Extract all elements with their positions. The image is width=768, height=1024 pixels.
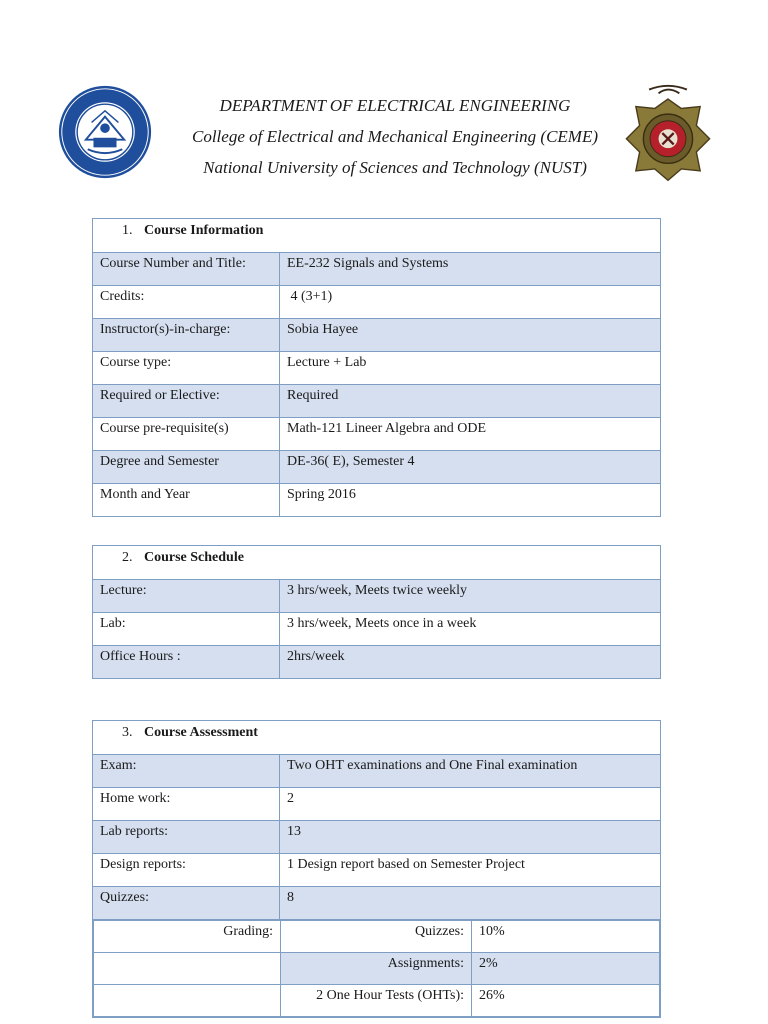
- row-label: Office Hours :: [93, 646, 280, 679]
- table-row: [93, 352, 661, 385]
- table-row: [93, 418, 661, 451]
- row-value: Math-121 Lineer Algebra and ODE: [280, 418, 661, 451]
- row-label: Instructor(s)-in-charge:: [93, 319, 280, 352]
- grading-label: Grading:: [94, 921, 281, 953]
- row-label: Home work:: [93, 788, 280, 821]
- grading-table: [93, 920, 660, 1017]
- row-value: Required: [280, 385, 661, 418]
- table-row: [93, 854, 661, 887]
- section-number: 1.: [122, 223, 133, 238]
- row-label: Course pre-requisite(s): [93, 418, 280, 451]
- ceme-emblem-logo: [620, 82, 716, 186]
- table-row: [93, 788, 661, 821]
- row-label: Lab:: [93, 613, 280, 646]
- table-row: [93, 286, 661, 319]
- row-value: 4 (3+1): [280, 286, 661, 319]
- grading-row: [94, 953, 660, 985]
- row-value: 2hrs/week: [280, 646, 661, 679]
- row-value: 13: [280, 821, 661, 854]
- table-row: [93, 253, 661, 286]
- grading-item: 2 One Hour Tests (OHTs):: [281, 985, 472, 1017]
- table-row: [93, 613, 661, 646]
- nust-seal-logo: [57, 84, 153, 180]
- table-row: [93, 887, 661, 920]
- table-row: [93, 484, 661, 517]
- row-label: Course type:: [93, 352, 280, 385]
- course-information-table: [92, 218, 661, 517]
- row-label: Required or Elective:: [93, 385, 280, 418]
- row-label: Course Number and Title:: [93, 253, 280, 286]
- document-header: [160, 90, 630, 183]
- section-title: Course Information: [144, 223, 264, 238]
- row-label: Degree and Semester: [93, 451, 280, 484]
- table-row: [93, 755, 661, 788]
- table-row: [93, 580, 661, 613]
- row-value: Spring 2016: [280, 484, 661, 517]
- grading-percent: 10%: [472, 921, 660, 953]
- row-value: 3 hrs/week, Meets twice weekly: [280, 580, 661, 613]
- grading-row: [94, 985, 660, 1017]
- table-row: [93, 319, 661, 352]
- section-number: 3.: [122, 725, 133, 740]
- table-row: [93, 646, 661, 679]
- section-title: Course Schedule: [144, 550, 244, 565]
- grading-row: [94, 921, 660, 953]
- row-label: Design reports:: [93, 854, 280, 887]
- row-value: Sobia Hayee: [280, 319, 661, 352]
- row-label: Exam:: [93, 755, 280, 788]
- row-value: 1 Design report based on Semester Project: [280, 854, 661, 887]
- section-heading: [93, 546, 661, 580]
- row-value: DE-36( E), Semester 4: [280, 451, 661, 484]
- grading-percent: 26%: [472, 985, 660, 1017]
- grading-item: Quizzes:: [281, 921, 472, 953]
- row-value: Two OHT examinations and One Final examination: [280, 755, 661, 788]
- table-row: [93, 821, 661, 854]
- grading-cell: [93, 920, 661, 1018]
- grading-percent: 2%: [472, 953, 660, 985]
- row-value: Lecture + Lab: [280, 352, 661, 385]
- row-label: Lecture:: [93, 580, 280, 613]
- row-label: Month and Year: [93, 484, 280, 517]
- section-title: Course Assessment: [144, 725, 258, 740]
- row-label: Quizzes:: [93, 887, 280, 920]
- row-value: 3 hrs/week, Meets once in a week: [280, 613, 661, 646]
- section-number: 2.: [122, 550, 133, 565]
- row-label: Credits:: [93, 286, 280, 319]
- row-value: 8: [280, 887, 661, 920]
- row-value: 2: [280, 788, 661, 821]
- row-value: EE-232 Signals and Systems: [280, 253, 661, 286]
- grading-item: Assignments:: [281, 953, 472, 985]
- course-schedule-table: [92, 545, 661, 679]
- section-heading: [93, 219, 661, 253]
- section-heading: [93, 721, 661, 755]
- college-title: College of Electrical and Mechanical Engineering (CEME): [192, 127, 598, 146]
- university-title: National University of Sciences and Technology (NUST): [203, 158, 587, 177]
- course-assessment-table: [92, 720, 661, 1018]
- table-row: [93, 451, 661, 484]
- row-label: Lab reports:: [93, 821, 280, 854]
- table-row: [93, 385, 661, 418]
- department-title: DEPARTMENT OF ELECTRICAL ENGINEERING: [219, 96, 571, 115]
